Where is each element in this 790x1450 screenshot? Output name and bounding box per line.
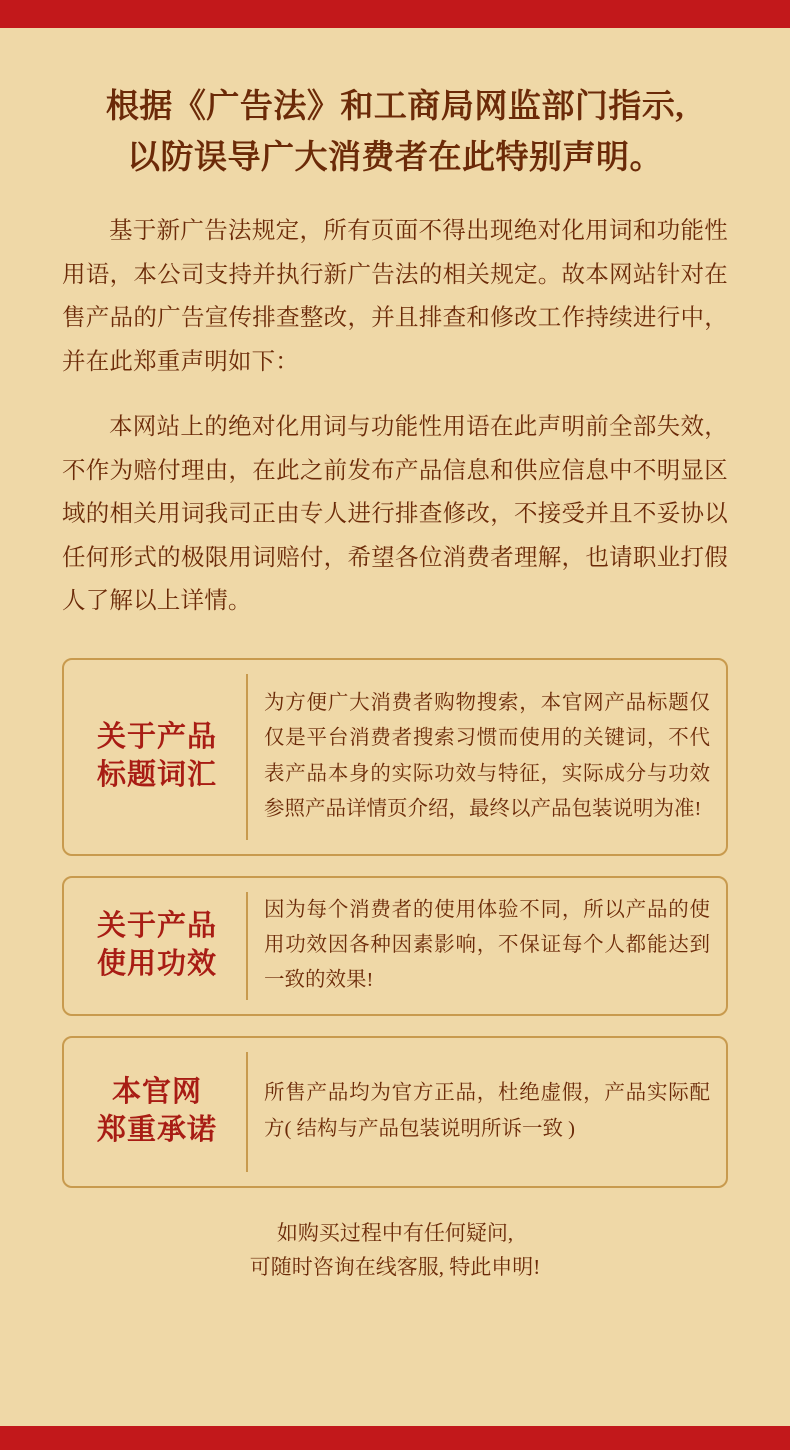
card-product-title-terms — [62, 658, 728, 856]
card-title-line-1: 本官网 — [111, 1075, 202, 1108]
footer-note-line-2: 可随时咨询在线客服, 特此申明! — [249, 1255, 541, 1280]
card-title-line-2: 标题词汇 — [96, 758, 217, 791]
card-official-commitment — [62, 1036, 728, 1188]
card-title — [80, 892, 248, 1000]
card-title-line-1: 关于产品 — [96, 720, 217, 753]
statement-paragraph-1: 基于新广告法规定，所有页面不得出现绝对化用词和功能性用语，本公司支持并执行新广告法的相关规定。故本网站针对在售产品的广告宣传排查整改，并且排查和修改工作持续进行中，并在此郑重声明如下： — [62, 218, 728, 375]
page-title — [62, 82, 728, 184]
statement-card-list — [62, 658, 728, 1188]
footer-note — [62, 1216, 728, 1285]
card-body: 因为每个消费者的使用体验不同，所以产品的使用功效因各种因素影响，不保证每个人都能达到一致的效果! — [264, 898, 710, 992]
card-product-efficacy — [62, 876, 728, 1016]
page-title-line-2: 以防误导广大消费者在此特别声明。 — [127, 140, 663, 177]
statement-content — [0, 28, 790, 1426]
bottom-red-bar — [0, 1426, 790, 1450]
card-body: 为方便广大消费者购物搜索，本官网产品标题仅仅是平台消费者搜索习惯而使用的关键词，不代表产品本身的实际功效与特征，实际成分与功效参照产品详情页介绍，最终以产品包装说明为准! — [264, 692, 710, 820]
card-title-line-2: 使用功效 — [96, 947, 217, 980]
card-title-line-2: 郑重承诺 — [96, 1113, 217, 1146]
footer-note-line-1: 如购买过程中有任何疑问, — [276, 1220, 514, 1245]
statement-paragraph-2: 本网站上的绝对化用词与功能性用语在此声明前全部失效，不作为赔付理由，在此之前发布产品信息和供应信息中不明显区域的相关用词我司正由专人进行排查修改，不接受并且不妥协以任何形式的极限用词赔付，希望各位消费者理解，也请职业打假人了解以上详情。 — [62, 414, 728, 615]
card-body: 所售产品均为官方正品，杜绝虚假，产品实际配方( 结构与产品包装说明所诉一致 ) — [264, 1082, 710, 1140]
card-title — [80, 1052, 248, 1172]
card-title — [80, 674, 248, 840]
page-title-line-1: 根据《广告法》和工商局网监部门指示, — [105, 89, 685, 125]
top-red-bar — [0, 0, 790, 28]
card-title-line-1: 关于产品 — [96, 909, 217, 942]
